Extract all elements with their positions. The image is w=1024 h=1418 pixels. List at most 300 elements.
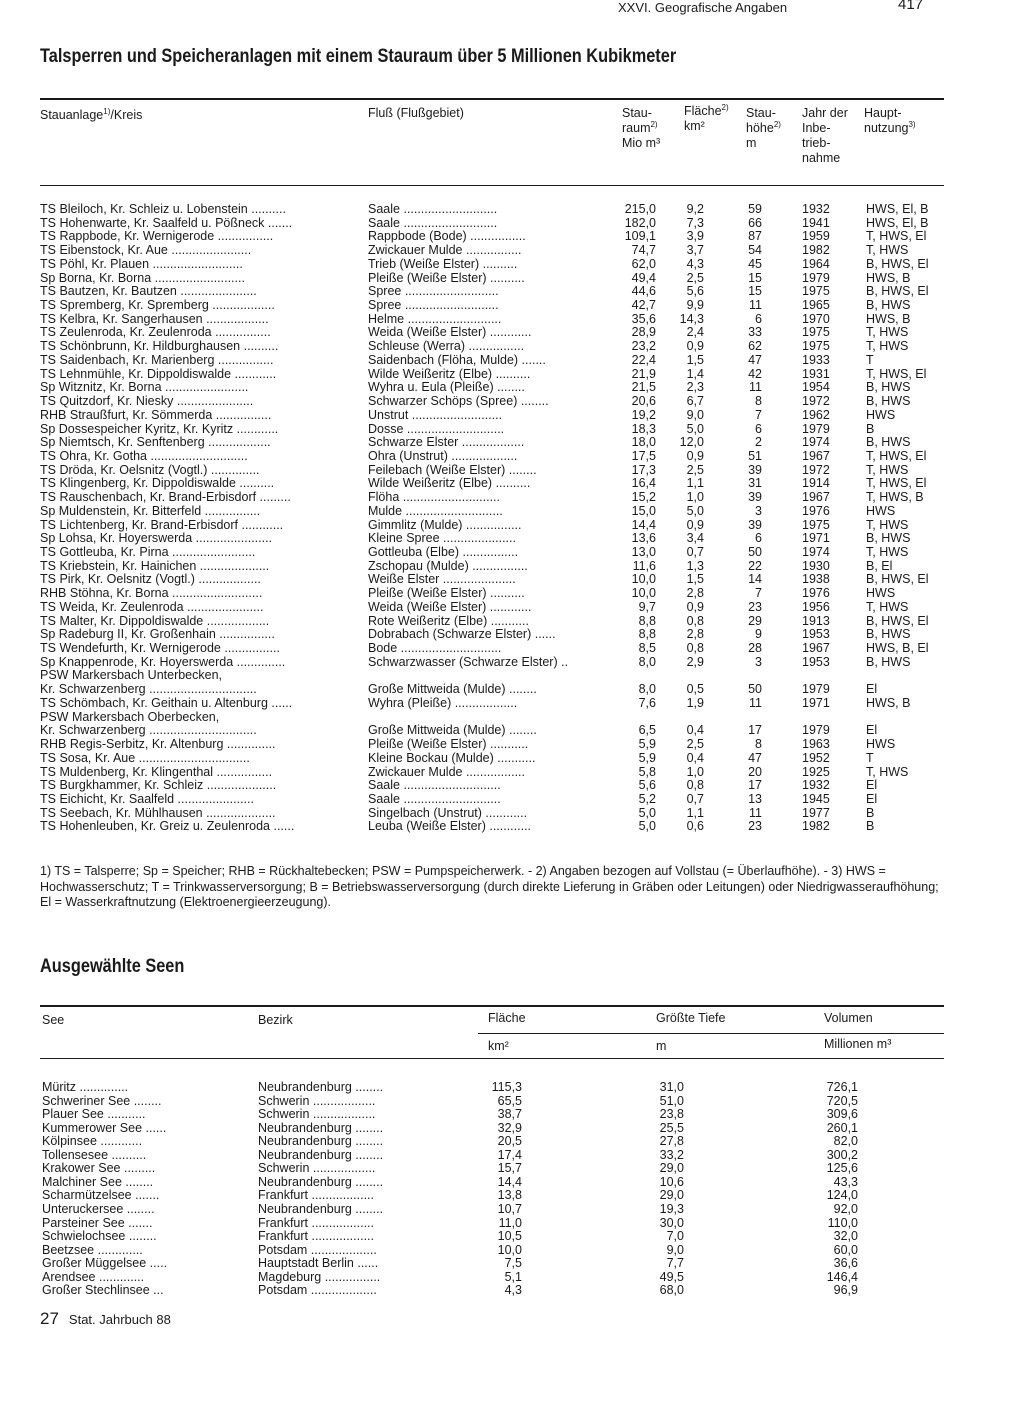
cell-bezirk: Magdeburg ................ <box>258 1270 381 1284</box>
table-row <box>0 258 1024 272</box>
table-row <box>0 1122 1024 1136</box>
table-row <box>0 793 1024 807</box>
cell-year: 1975 <box>802 285 830 299</box>
col-header-see: See <box>42 1013 65 1027</box>
table-row <box>0 381 1024 395</box>
cell-year: 1945 <box>802 792 830 806</box>
cell-name: Sp Muldenstein, Kr. Bitterfeld ................ <box>40 504 261 518</box>
cell-volume: 10,0 <box>631 587 656 601</box>
cell-river: Bode ............................. <box>368 642 502 656</box>
cell-height: 7 <box>755 587 762 601</box>
cell-use: HWS, B <box>866 696 911 710</box>
cell-depth: 49,5 <box>659 1270 684 1284</box>
col-header-bezirk: Bezirk <box>258 1013 293 1027</box>
table-row <box>0 464 1024 478</box>
cell-volume: 124,0 <box>826 1189 858 1203</box>
cell-river: Kleine Bockau (Mulde) ........... <box>368 751 536 765</box>
cell-volume: 22,4 <box>631 353 656 367</box>
cell-height: 47 <box>748 353 762 367</box>
cell-name: Sp Borna, Kr. Borna .......................... <box>40 271 245 285</box>
cell-name: Sp Witznitz, Kr. Borna ........................ <box>40 381 249 395</box>
cell-height: 39 <box>748 463 762 477</box>
cell-river: Saale ........................... <box>368 203 498 216</box>
cell-year: 1933 <box>802 353 830 367</box>
cell-height: 3 <box>755 504 762 518</box>
cell-height: 6 <box>755 422 762 436</box>
cell-river: Spree ........................... <box>368 299 499 313</box>
cell-river: Dosse ............................ <box>368 422 505 436</box>
cell-year: 1931 <box>802 367 830 381</box>
cell-height: 11 <box>749 381 762 395</box>
cell-use: T, HWS, El <box>866 477 927 491</box>
cell-name: TS Schönbrunn, Kr. Hildburghausen .......... <box>40 340 279 354</box>
cell-river: Saale ............................ <box>368 792 501 806</box>
cell-use: T, HWS <box>866 326 909 340</box>
cell-use: B, HWS, El <box>866 614 929 628</box>
cell-volume: 23,2 <box>631 340 656 354</box>
col-header-flaeche: Fläche <box>488 1011 526 1025</box>
cell-name: TS Gottleuba, Kr. Pirna ........................ <box>40 546 256 559</box>
cell-river: Pleiße (Weiße Elster) ........... <box>368 738 529 752</box>
cell-area: 9,9 <box>686 299 704 313</box>
cell-height: 9 <box>755 628 762 642</box>
table-row <box>0 1135 1024 1149</box>
cell-river: Saidenbach (Flöha, Mulde) ....... <box>368 353 546 367</box>
cell-area: 0,4 <box>686 724 704 738</box>
table-row <box>0 450 1024 464</box>
cell-river: Ohra (Unstrut) ................... <box>368 449 518 463</box>
cell-use: HWS, B <box>866 312 911 326</box>
page-footer <box>40 1309 171 1329</box>
cell-year: 1938 <box>802 573 830 587</box>
cell-volume: 18,3 <box>631 422 656 436</box>
cell-area: 115,3 <box>491 1081 522 1094</box>
cell-river: Spree ........................... <box>368 285 499 299</box>
cell-river: Wyhra u. Eula (Pleiße) ........ <box>368 381 525 395</box>
cell-year: 1976 <box>802 587 830 601</box>
cell-name: TS Rauschenbach, Kr. Brand-Erbisdorf ......... <box>40 491 291 505</box>
cell-depth: 25,5 <box>659 1121 684 1135</box>
col-header-area: Fläche$^{2)}$ km² <box>684 102 729 133</box>
cell-area: 3,7 <box>686 244 704 258</box>
cell-river: Weiße Elster ..................... <box>368 573 516 587</box>
cell-height: 87 <box>748 230 762 244</box>
cell-name: RHB Stöhna, Kr. Borna .......................... <box>40 587 263 601</box>
table-row <box>0 1081 1024 1095</box>
col-header-volume: Stau- raum$^{2)}$ Mio m³ <box>622 106 661 150</box>
cell-volume: 18,0 <box>631 436 656 450</box>
cell-area: 0,9 <box>686 340 704 354</box>
cell-height: 28 <box>748 642 762 656</box>
cell-height: 7 <box>755 408 762 422</box>
cell-volume: 36,6 <box>833 1257 858 1271</box>
cell-volume: 20,6 <box>631 395 656 409</box>
unit-volumen: Millionen m³ <box>824 1037 892 1051</box>
cell-name: Sp Niemtsch, Kr. Senftenberg .................. <box>40 436 271 450</box>
cell-volume: 44,6 <box>631 285 656 299</box>
cell-name: Kummerower See ...... <box>42 1121 167 1135</box>
cell-height: 6 <box>755 312 762 326</box>
cell-bezirk: Neubrandenburg ........ <box>258 1148 384 1162</box>
cell-height: 51 <box>748 449 762 463</box>
cell-height: 15 <box>748 271 762 285</box>
cell-bezirk: Neubrandenburg ........ <box>258 1081 384 1094</box>
footer-publication: Stat. Jahrbuch 88 <box>68 1312 171 1327</box>
cell-river: Zwickauer Mulde ................. <box>368 765 525 779</box>
table-row <box>0 601 1024 615</box>
cell-area: 2,8 <box>686 628 704 642</box>
cell-volume: 92,0 <box>833 1202 858 1216</box>
table-row <box>0 642 1024 656</box>
cell-volume: 5,8 <box>638 765 656 779</box>
cell-year: 1979 <box>802 683 830 697</box>
cell-year: 1975 <box>802 518 830 532</box>
table-row <box>0 628 1024 642</box>
cell-river: Saale ........................... <box>368 216 498 230</box>
cell-height: 39 <box>748 518 762 532</box>
cell-river: Feilebach (Weiße Elster) ........ <box>368 463 537 477</box>
cell-year: 1979 <box>802 422 830 436</box>
cell-height: 39 <box>748 491 762 505</box>
cell-use: T, HWS, El <box>866 449 927 463</box>
cell-area: 0,8 <box>686 779 704 793</box>
table-row <box>0 436 1024 450</box>
table-row <box>0 1149 1024 1163</box>
cell-volume: 49,4 <box>631 271 656 285</box>
cell-height: 62 <box>748 340 762 354</box>
cell-river: Schwarze Elster .................. <box>368 436 525 450</box>
cell-river: Pleiße (Weiße Elster) .......... <box>368 271 525 285</box>
table-row <box>0 752 1024 766</box>
cell-bezirk: Neubrandenburg ........ <box>258 1175 384 1189</box>
cell-name: Parsteiner See ....... <box>42 1216 153 1230</box>
cell-bezirk: Neubrandenburg ........ <box>258 1202 384 1216</box>
table-row <box>0 1108 1024 1122</box>
table-row <box>0 1230 1024 1244</box>
table-row <box>0 395 1024 409</box>
table-row <box>0 299 1024 313</box>
cell-volume: 8,8 <box>638 628 656 642</box>
cell-area: 0,9 <box>686 600 704 614</box>
cell-volume: 8,0 <box>638 683 656 697</box>
cell-year: 1967 <box>802 491 830 505</box>
cell-name: TS Sosa, Kr. Aue ................................ <box>40 751 250 765</box>
cell-height: 59 <box>748 203 762 216</box>
cell-area: 1,9 <box>686 696 704 710</box>
cell-use: HWS, B, El <box>866 642 929 656</box>
cell-year: 1965 <box>802 299 830 313</box>
cell-area: 0,9 <box>686 518 704 532</box>
cell-height: 42 <box>748 367 762 381</box>
cell-name: TS Wendefurth, Kr. Wernigerode ................ <box>40 642 280 656</box>
cell-area: 65,5 <box>497 1094 522 1108</box>
cell-volume: 125,6 <box>826 1162 858 1176</box>
cell-depth: 27,8 <box>659 1135 684 1149</box>
cell-year: 1941 <box>802 216 830 230</box>
cell-river: Weida (Weiße Elster) ............ <box>368 600 532 614</box>
cell-volume: 15,0 <box>631 504 656 518</box>
cell-name: Tollensesee .......... <box>42 1148 147 1162</box>
cell-volume: 17,3 <box>631 463 656 477</box>
cell-name: Arendsee ............. <box>42 1270 145 1284</box>
lakes-unit-rule <box>478 1033 944 1034</box>
cell-height: 14 <box>748 573 762 587</box>
cell-year: 1982 <box>802 820 830 834</box>
cell-river: Große Mittweida (Mulde) ........ <box>368 724 537 738</box>
cell-use: B, HWS <box>866 395 911 409</box>
table-row <box>0 340 1024 354</box>
cell-height: 23 <box>748 600 762 614</box>
cell-use: B, HWS <box>866 436 911 450</box>
table-row <box>0 1284 1024 1298</box>
cell-river: Helme ........................... <box>368 312 502 326</box>
cell-area: 2,4 <box>686 326 704 340</box>
cell-river: Flöha ............................ <box>368 491 500 505</box>
cell-name: Kölpinsee ............ <box>42 1135 143 1149</box>
cell-name: Schwielochsee ........ <box>42 1230 157 1244</box>
cell-year: 1954 <box>802 381 830 395</box>
reservoir-footnote: 1) TS = Talsperre; Sp = Speicher; RHB = Rückhaltebecken; PSW = Pumpspeicherwerk. - 2) Angaben bezogen auf Vollstau (= Überlaufhöhe). - 3) HWS = Hochwasserschutz; T = Trinkwasserversorgung; B = Betriebswasserversorgung (durch direkte Lieferung in Gräben oder Leitungen) oder Niedrigwasseraufhöhung; El = Wasserkraftnutzung (Elektroenergieerzeugung). <box>40 864 939 909</box>
cell-year: 1967 <box>802 449 830 463</box>
cell-bezirk: Schwerin .................. <box>258 1162 376 1176</box>
cell-volume: 720,5 <box>826 1094 858 1108</box>
table-row <box>0 217 1024 231</box>
cell-use: T, HWS <box>866 340 909 354</box>
cell-volume: 16,4 <box>631 477 656 491</box>
cell-height: 11 <box>749 299 762 313</box>
cell-volume: 215,0 <box>624 203 656 216</box>
cell-river: Zwickauer Mulde ................ <box>368 244 522 258</box>
cell-height: 17 <box>748 724 762 738</box>
cell-area: 0,4 <box>686 751 704 765</box>
cell-year: 1974 <box>802 436 830 450</box>
cell-name: Sp Radeburg II, Kr. Großenhain ................ <box>40 628 275 642</box>
cell-year: 1979 <box>802 271 830 285</box>
cell-volume: 35,6 <box>631 312 656 326</box>
cell-area: 3,9 <box>686 230 704 244</box>
cell-bezirk: Hauptstadt Berlin ...... <box>258 1257 379 1271</box>
cell-area: 0,7 <box>686 546 704 559</box>
cell-year: 1913 <box>802 614 830 628</box>
cell-volume: 6,5 <box>638 724 656 738</box>
page-number: 417 <box>898 0 924 13</box>
cell-use: T, HWS, B <box>866 491 924 505</box>
table-row <box>0 683 1024 697</box>
table-row <box>0 724 1024 738</box>
table-row <box>0 519 1024 533</box>
footer-page-marker: 27 <box>40 1309 59 1328</box>
cell-use: HWS <box>866 504 896 518</box>
cell-use: HWS <box>866 587 896 601</box>
cell-depth: 33,2 <box>659 1148 684 1162</box>
table-row <box>0 326 1024 340</box>
cell-area: 0,5 <box>686 683 704 697</box>
cell-river: Saale ............................ <box>368 779 501 793</box>
cell-use: HWS, El, B <box>866 203 929 216</box>
table-row <box>0 573 1024 587</box>
cell-volume: 15,2 <box>631 491 656 505</box>
cell-area: 1,1 <box>686 477 704 491</box>
cell-year: 1963 <box>802 738 830 752</box>
cell-year: 1975 <box>802 326 830 340</box>
cell-area: 5,0 <box>686 504 704 518</box>
cell-area: 1,0 <box>686 491 704 505</box>
col-header-height: Stau- höhe$^{2)}$ m <box>746 106 781 150</box>
cell-volume: 110,0 <box>827 1216 858 1230</box>
unit-flaeche: km² <box>488 1039 509 1053</box>
cell-use: T <box>866 353 874 367</box>
table-row <box>0 230 1024 244</box>
cell-bezirk: Frankfurt .................. <box>258 1216 374 1230</box>
cell-volume: 309,6 <box>826 1108 858 1122</box>
cell-bezirk: Frankfurt .................. <box>258 1230 374 1244</box>
table-row <box>0 1271 1024 1285</box>
cell-year: 1972 <box>802 395 830 409</box>
cell-use: T, HWS <box>866 765 909 779</box>
cell-volume: 8,8 <box>638 614 656 628</box>
cell-volume: 74,7 <box>631 244 656 258</box>
cell-name: TS Burgkhammer, Kr. Schleiz .................... <box>40 779 277 793</box>
cell-volume: 13,0 <box>631 546 656 559</box>
cell-area: 5,1 <box>504 1270 522 1284</box>
cell-name: TS Lehnmühle, Kr. Dippoldiswalde ............ <box>40 367 277 381</box>
cell-bezirk: Potsdam ................... <box>258 1243 377 1257</box>
cell-name: TS Spremberg, Kr. Spremberg .................. <box>40 299 275 313</box>
cell-name: PSW Markersbach Unterbecken, <box>40 669 223 683</box>
cell-height: 20 <box>748 765 762 779</box>
table-row <box>0 820 1024 834</box>
table-row <box>0 1176 1024 1190</box>
cell-river: Mulde ............................ <box>368 504 503 518</box>
cell-river: Wilde Weißeritz (Elbe) .......... <box>368 367 531 381</box>
cell-river: Kleine Spree ..................... <box>368 532 516 546</box>
cell-height: 45 <box>748 257 762 271</box>
cell-name: Sp Lohsa, Kr. Hoyerswerda ...................... <box>40 532 273 546</box>
cell-river: Wyhra (Pleiße) .................. <box>368 696 518 710</box>
cell-year: 1982 <box>802 244 830 258</box>
table-row <box>0 546 1024 560</box>
cell-volume: 182,0 <box>624 216 656 230</box>
cell-area: 2,9 <box>686 655 704 669</box>
section-header: XXVI. Geografische Angaben <box>618 0 788 15</box>
cell-height: 50 <box>748 683 762 697</box>
cell-river: Dobrabach (Schwarze Elster) ...... <box>368 628 556 642</box>
cell-depth: 10,6 <box>659 1175 684 1189</box>
cell-height: 47 <box>748 751 762 765</box>
table-row <box>0 1095 1024 1109</box>
cell-height: 11 <box>749 806 762 820</box>
cell-river: Leuba (Weiße Elster) ............ <box>368 820 532 834</box>
cell-name: TS Zeulenroda, Kr. Zeulenroda ................ <box>40 326 271 340</box>
cell-volume: 8,5 <box>638 642 656 656</box>
cell-volume: 5,0 <box>638 806 656 820</box>
cell-bezirk: Schwerin .................. <box>258 1108 376 1122</box>
cell-area: 1,0 <box>686 765 704 779</box>
cell-area: 0,8 <box>686 642 704 656</box>
reservoir-table-title: Talsperren und Speicheranlagen mit einem Stauraum über 5 Millionen Kubikmeter <box>40 46 677 67</box>
cell-bezirk: Schwerin .................. <box>258 1094 376 1108</box>
cell-area: 7,5 <box>504 1257 522 1271</box>
cell-use: T, HWS <box>866 518 909 532</box>
cell-depth: 9,0 <box>666 1243 684 1257</box>
cell-area: 13,8 <box>497 1189 522 1203</box>
cell-bezirk: Neubrandenburg ........ <box>258 1135 384 1149</box>
cell-name: TS Dröda, Kr. Oelsnitz (Vogtl.) .............. <box>40 463 260 477</box>
cell-area: 32,9 <box>497 1121 522 1135</box>
table-row <box>0 409 1024 423</box>
cell-volume: 19,2 <box>631 408 656 422</box>
unit-tiefe: m <box>656 1039 667 1053</box>
cell-name: Sp Dossespeicher Kyritz, Kr. Kyritz ............ <box>40 422 279 436</box>
cell-use: B <box>866 820 875 834</box>
cell-name: RHB Straußfurt, Kr. Sömmerda ................ <box>40 408 272 422</box>
cell-use: HWS <box>866 408 896 422</box>
cell-bezirk: Potsdam ................... <box>258 1284 377 1298</box>
table-row <box>0 244 1024 258</box>
cell-use: T, HWS <box>866 244 909 258</box>
table-row <box>0 1257 1024 1271</box>
cell-name: Beetzsee ............. <box>42 1243 143 1257</box>
cell-area: 15,7 <box>497 1162 522 1176</box>
cell-height: 8 <box>755 395 762 409</box>
cell-name: Krakower See ......... <box>42 1162 156 1176</box>
cell-depth: 51,0 <box>659 1094 684 1108</box>
cell-year: 1972 <box>802 463 830 477</box>
cell-height: 11 <box>749 696 762 710</box>
cell-use: El <box>866 792 878 806</box>
col-header-use: Haupt- nutzung$^{3)}$ <box>864 106 916 135</box>
cell-depth: 29,0 <box>659 1162 684 1176</box>
cell-depth: 23,8 <box>659 1108 684 1122</box>
cell-river: Rappbode (Bode) ................ <box>368 230 526 244</box>
cell-height: 8 <box>755 738 762 752</box>
cell-volume: 62,0 <box>631 257 656 271</box>
table-row <box>0 272 1024 286</box>
cell-use: T, HWS <box>866 600 909 614</box>
cell-volume: 21,9 <box>631 367 656 381</box>
cell-use: B, HWS <box>866 532 911 546</box>
cell-depth: 29,0 <box>659 1189 684 1203</box>
table-row <box>0 491 1024 505</box>
cell-river: Zschopau (Mulde) ................ <box>368 559 528 573</box>
cell-name: TS Kelbra, Kr. Sangerhausen .................. <box>40 312 269 326</box>
cell-year: 1930 <box>802 559 830 573</box>
cell-height: 31 <box>748 477 762 491</box>
cell-name: TS Hohenleuben, Kr. Greiz u. Zeulenroda ...... <box>40 820 295 834</box>
cell-name: Malchiner See ........ <box>42 1175 154 1189</box>
cell-height: 17 <box>748 779 762 793</box>
cell-use: El <box>866 724 878 738</box>
cell-volume: 96,9 <box>833 1284 858 1298</box>
cell-name: Unteruckersee ........ <box>42 1202 155 1216</box>
cell-depth: 7,0 <box>666 1230 684 1244</box>
cell-volume: 82,0 <box>833 1135 858 1149</box>
cell-name: TS Kriebstein, Kr. Hainichen .................... <box>40 559 270 573</box>
cell-volume: 60,0 <box>833 1243 858 1257</box>
cell-year: 1932 <box>802 779 830 793</box>
cell-area: 3,4 <box>686 532 704 546</box>
cell-area: 2,5 <box>686 463 704 477</box>
cell-area: 14,4 <box>497 1175 522 1189</box>
cell-name: TS Malter, Kr. Dippoldiswalde .................. <box>40 614 270 628</box>
cell-name: TS Pirk, Kr. Oelsnitz (Vogtl.) .................. <box>40 573 261 587</box>
cell-river: Unstrut .......................... <box>368 408 503 422</box>
cell-use: El <box>866 779 878 793</box>
table-row <box>0 203 1024 217</box>
cell-river: Schwarzwasser (Schwarze Elster) .. <box>368 655 569 669</box>
cell-bezirk: Neubrandenburg ........ <box>258 1121 384 1135</box>
cell-volume: 8,0 <box>638 655 656 669</box>
